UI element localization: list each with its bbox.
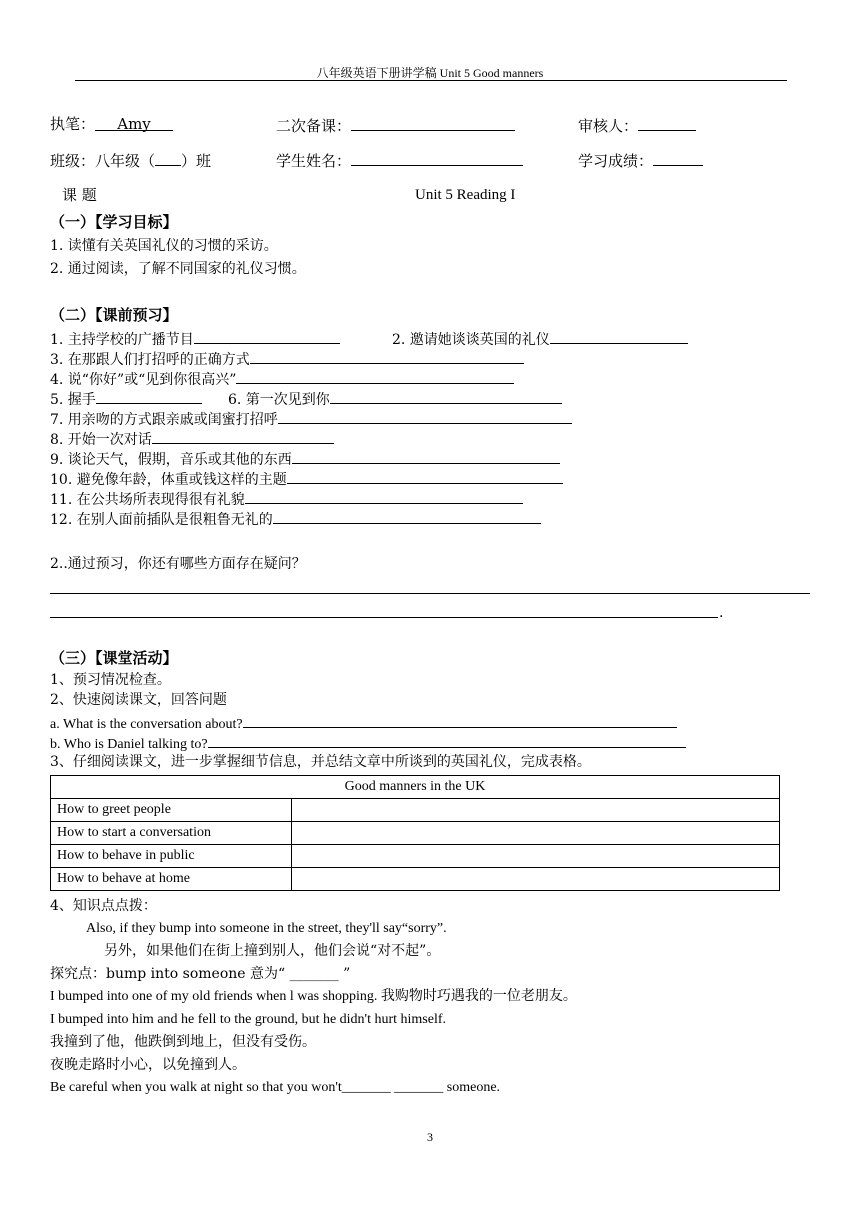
preview-item-7-text: 7. 用亲吻的方式跟亲戚或闺蜜打招呼 bbox=[50, 412, 278, 428]
table-row-label: How to greet people bbox=[51, 799, 292, 822]
question-answer-line-2[interactable] bbox=[50, 617, 718, 618]
preview-item-9-text: 9. 谈论天气，假期，音乐或其他的东西 bbox=[50, 452, 292, 468]
sentence-2: I bumped into him and he fell to the ground, but he didn't hurt himself. bbox=[50, 1012, 447, 1027]
table-row-label: How to behave in public bbox=[51, 845, 292, 868]
page-header: 八年级英语下册讲学稿 Unit 5 Good manners bbox=[316, 66, 544, 80]
section2-title: （二）【课前预习】 bbox=[50, 306, 178, 324]
preview-item-12-text: 12. 在别人面前插队是很粗鲁无礼的 bbox=[50, 512, 273, 528]
score-blank[interactable] bbox=[653, 149, 703, 166]
sentence-5: Be careful when you walk at night so that you won't_______ _______ someone. bbox=[50, 1080, 501, 1095]
preview-item-5-blank[interactable] bbox=[96, 387, 202, 404]
class-label: 班级：八年级（ bbox=[50, 152, 156, 170]
sentence-4: 夜晚走路时小心，以免撞到人。 bbox=[50, 1057, 246, 1073]
preview-question: 2..通过预习，你还有哪些方面存在疑问？ bbox=[50, 556, 306, 572]
section3-title: （三）【课堂活动】 bbox=[50, 649, 178, 667]
activity-step-2: 2、快速阅读课文，回答问题 bbox=[50, 692, 227, 708]
preview-item-1-text: 1. 主持学校的广播节目 bbox=[50, 332, 194, 348]
score-label: 学习成绩： bbox=[578, 152, 654, 170]
reviewer-field bbox=[578, 114, 696, 136]
sentence-3: 我撞到了他，他跌倒到地上，但没有受伤。 bbox=[50, 1034, 316, 1050]
table-row-label: How to start a conversation bbox=[51, 822, 292, 845]
manners-table bbox=[50, 775, 780, 891]
score-field bbox=[578, 149, 703, 171]
table-title-row bbox=[51, 776, 780, 799]
page-number: 3 bbox=[427, 1130, 433, 1144]
table-answer-cell[interactable] bbox=[292, 822, 780, 845]
preview-item-6-text: 6. 第一次见到你 bbox=[228, 392, 330, 408]
section1-item-1: 1. 读懂有关英国礼仪的习惯的采访。 bbox=[50, 238, 278, 254]
table-row bbox=[51, 799, 780, 822]
writer-field bbox=[50, 114, 173, 134]
preview-item-6-blank[interactable] bbox=[330, 387, 562, 404]
class-blank[interactable] bbox=[155, 149, 181, 166]
activity-step-1: 1、预习情况检查。 bbox=[50, 672, 171, 688]
question-answer-line-1[interactable] bbox=[50, 593, 810, 594]
writer-name[interactable]: Amy bbox=[95, 114, 173, 131]
table-row bbox=[51, 822, 780, 845]
writer-label: 执笔： bbox=[50, 115, 96, 133]
explore-point: 探究点：bump into someone 意为“ _______ ” bbox=[50, 966, 351, 982]
preview-item-12-blank[interactable] bbox=[273, 507, 541, 524]
table-row bbox=[51, 845, 780, 868]
sentence-1: I bumped into one of my old friends when l was shopping. 我购物时巧遇我的一位老朋友。 bbox=[50, 989, 577, 1004]
question-b-text: b. Who is Daniel talking to? bbox=[50, 737, 208, 752]
class-field bbox=[50, 149, 211, 171]
question-a-text: a. What is the conversation about? bbox=[50, 717, 243, 732]
preview-item-5-text: 5. 握手 bbox=[50, 392, 96, 408]
preview-item-8-blank[interactable] bbox=[152, 427, 334, 444]
second-prep-field bbox=[276, 114, 515, 136]
preview-item-11-blank[interactable] bbox=[245, 487, 523, 504]
question-b-blank[interactable] bbox=[208, 731, 686, 748]
preview-item-3-blank[interactable] bbox=[250, 347, 524, 364]
preview-item-4-blank[interactable] bbox=[236, 367, 514, 384]
preview-item-1-blank[interactable] bbox=[194, 327, 340, 344]
topic-value: Unit 5 Reading I bbox=[415, 187, 516, 203]
table-answer-cell[interactable] bbox=[292, 868, 780, 891]
question-a-blank[interactable] bbox=[243, 711, 677, 728]
second-prep-label: 二次备课： bbox=[276, 117, 352, 135]
preview-item-9-blank[interactable] bbox=[292, 447, 560, 464]
preview-item-3-text: 3. 在那跟人们打招呼的正确方式 bbox=[50, 352, 250, 368]
table-title: Good manners in the UK bbox=[51, 776, 780, 799]
preview-item-2-text: 2. 邀请她谈谈英国的礼仪 bbox=[392, 332, 550, 348]
example-chinese: 另外，如果他们在街上撞到别人，他们会说“对不起”。 bbox=[104, 943, 441, 959]
preview-item-2-blank[interactable] bbox=[550, 327, 688, 344]
activity-step-3: 3、仔细阅读课文，进一步掌握细节信息，并总结文章中所谈到的英国礼仪，完成表格。 bbox=[50, 754, 591, 770]
section1-item-2: 2. 通过阅读，了解不同国家的礼仪习惯。 bbox=[50, 261, 306, 277]
preview-item-8-text: 8. 开始一次对话 bbox=[50, 432, 152, 448]
preview-item-10-text: 10. 避免像年龄，体重或钱这样的主题 bbox=[50, 472, 287, 488]
table-answer-cell[interactable] bbox=[292, 845, 780, 868]
second-prep-blank[interactable] bbox=[351, 114, 515, 131]
preview-item-7-blank[interactable] bbox=[278, 407, 572, 424]
class-suffix: ）班 bbox=[181, 152, 212, 170]
student-name-label: 学生姓名： bbox=[276, 152, 352, 170]
reviewer-blank[interactable] bbox=[638, 114, 696, 131]
preview-item-10-blank[interactable] bbox=[287, 467, 563, 484]
preview-item-12 bbox=[50, 507, 541, 530]
header-rule bbox=[75, 80, 787, 81]
section1-title: （一）【学习目标】 bbox=[50, 213, 178, 231]
table-row bbox=[51, 868, 780, 891]
example-english: Also, if they bump into someone in the street, they'll say“sorry”. bbox=[86, 921, 447, 936]
preview-item-4-text: 4. 说“你好”或“见到你很高兴” bbox=[50, 372, 237, 388]
table-answer-cell[interactable] bbox=[292, 799, 780, 822]
student-name-field bbox=[276, 149, 523, 171]
activity-step-4: 4、知识点点拨： bbox=[50, 898, 157, 914]
student-name-blank[interactable] bbox=[351, 149, 523, 166]
topic-label: 课 题 bbox=[62, 186, 97, 204]
table-row-label: How to behave at home bbox=[51, 868, 292, 891]
reviewer-label: 审核人： bbox=[578, 117, 639, 135]
preview-item-11-text: 11. 在公共场所表现得很有礼貌 bbox=[50, 492, 245, 508]
question-period: . bbox=[719, 605, 724, 621]
